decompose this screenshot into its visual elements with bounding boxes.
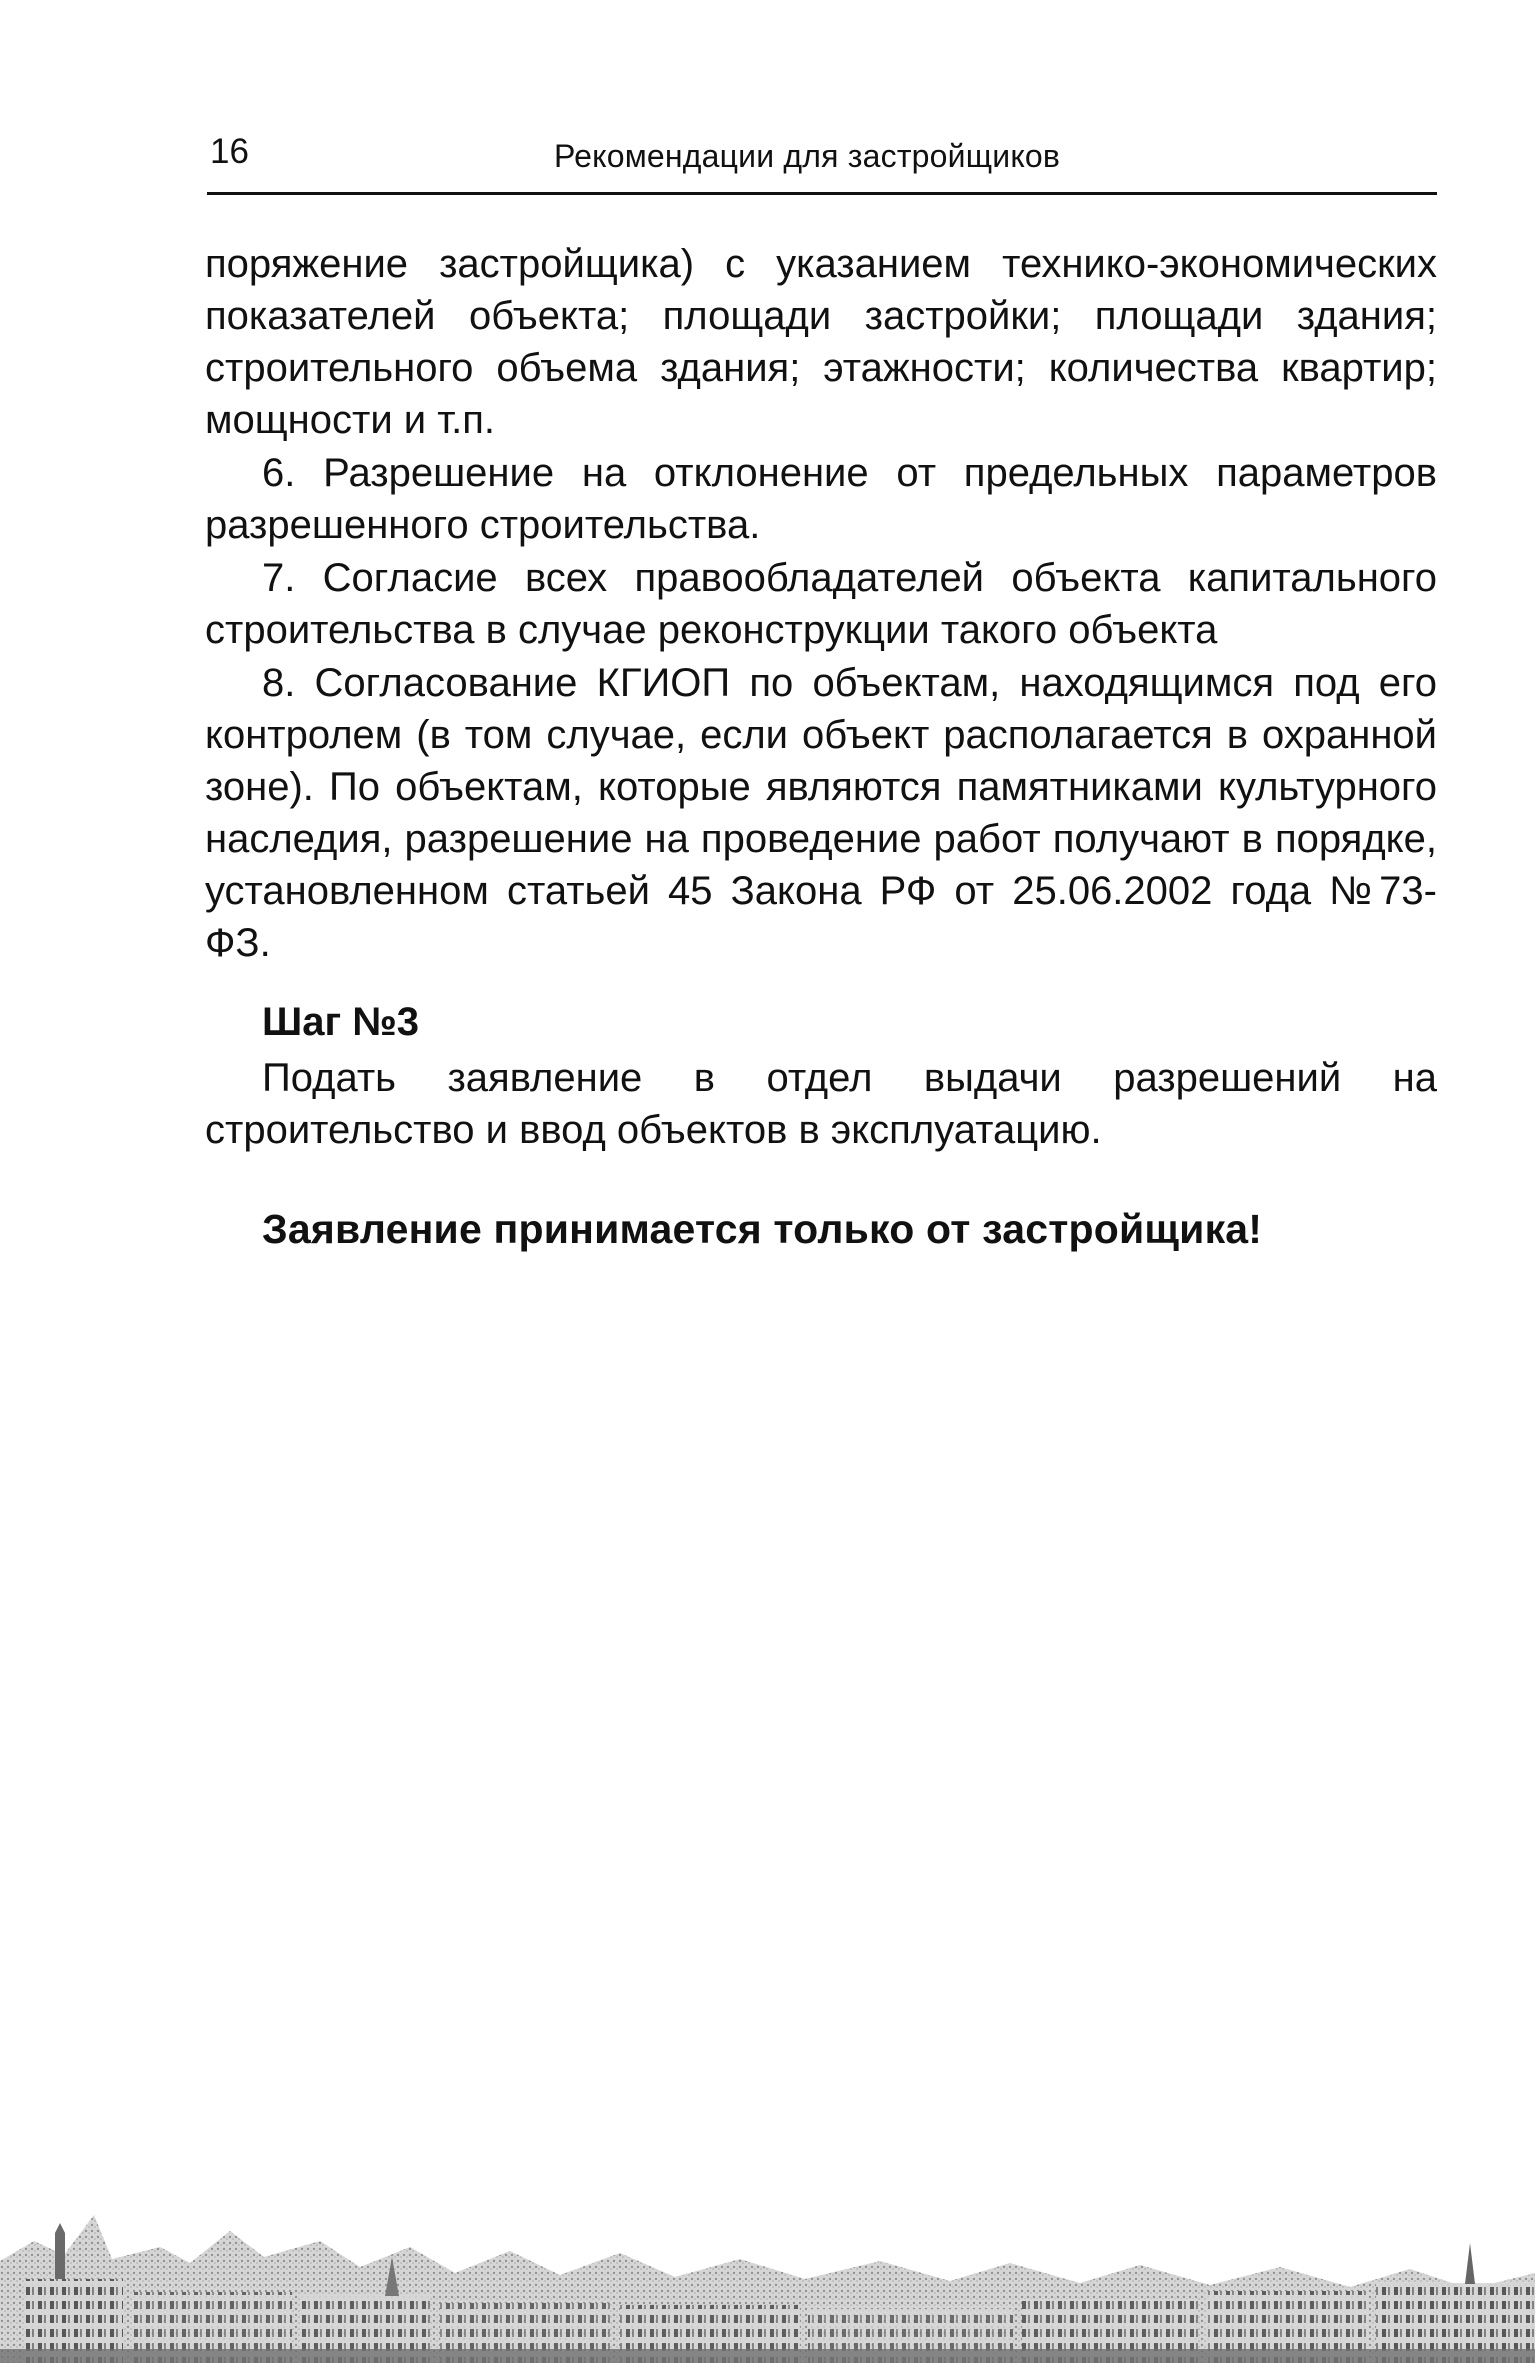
- page-number: 16: [210, 132, 249, 171]
- list-item-8: 8. Согласование КГИОП по объектам, находящимся под его контролем (в том случае, если объект располагается в охранной зоне). По объектам, которые являются памятниками культурного наследия, разрешение на проведение работ получают в порядке, установленном статьей 45 Закона РФ от 25.06.2002 года №73-ФЗ.: [205, 661, 1437, 965]
- step-instruction: Подать заявление в отдел выдачи разрешений на строительство и ввод объектов в эксплуатацию.: [205, 1056, 1437, 1152]
- continuation-paragraph: поряжение застройщика) с указанием технико-экономических показателей объекта; площади застройки; площади здания; строительного объема здания; этажности; количества квартир; мощности и т.п.: [205, 242, 1437, 442]
- page-header: [207, 128, 1437, 195]
- applicant-notice: Заявление принимается только от застройщика!: [262, 1206, 1263, 1252]
- running-title: Рекомендации для застройщиков: [554, 138, 1061, 174]
- list-item-7: 7. Согласие всех правообладателей объекта капитального строительства в случае реконструкции такого объекта: [205, 556, 1437, 652]
- step-heading: Шаг №3: [262, 1000, 420, 1044]
- city-skyline-illustration: [0, 2187, 1535, 2363]
- main-text: [205, 238, 1437, 970]
- list-item-6: 6. Разрешение на отклонение от предельных параметров разрешенного строительства.: [205, 451, 1437, 547]
